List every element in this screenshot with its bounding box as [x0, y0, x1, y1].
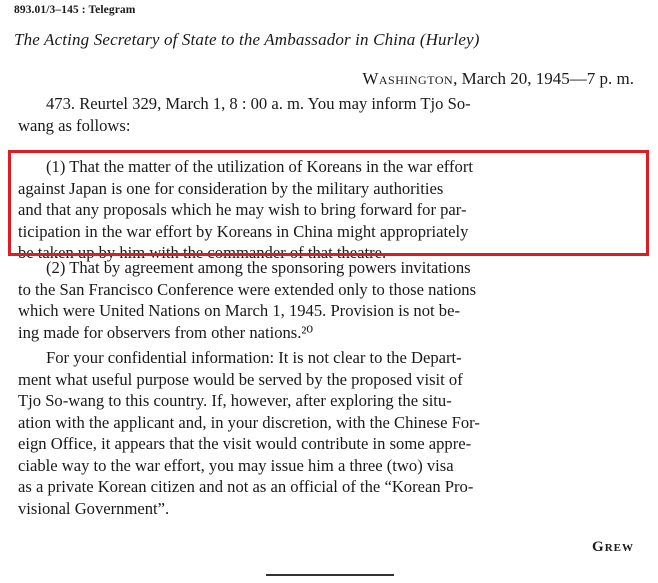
text-line: and that any proposals which he may wish to bring forward for par- [18, 200, 467, 219]
footer-rule [266, 574, 394, 576]
text-line: which were United Nations on March 1, 1945. Provision is not be- [18, 301, 460, 320]
text-line: be taken up by him with the commander of that theatre. [18, 243, 387, 262]
document-title: The Acting Secretary of State to the Ambassador in China (Hurley) [14, 30, 480, 49]
file-number: 893.01/3–145 : Telegram [14, 4, 136, 16]
text-line: ment what useful purpose would be served by the proposed visit of [18, 369, 463, 389]
text-line: 473. Reurtel 329, March 1, 8 : 00 a. m. You may inform Tjo So- [46, 94, 471, 113]
text-line: Tjo So-wang to this country. If, however, after exploring the situ- [18, 391, 452, 410]
text-line: against Japan is one for consideration by the military authorities [18, 178, 444, 198]
paragraph-intro [18, 93, 638, 136]
text-line: as a private Korean citizen and not as an official of the “Korean Pro- [18, 477, 474, 496]
dateline-place: Washington [362, 69, 454, 88]
text-line: ticipation in the war effort by Koreans in China might appropriately [18, 221, 469, 241]
text-line: eign Office, it appears that the visit would contribute in some appre- [18, 434, 472, 453]
text-line: visional Government”. [18, 498, 170, 518]
text-line: ation with the applicant and, in your discretion, with the Chinese For- [18, 412, 480, 432]
signature: Grew [592, 539, 634, 555]
text-line: to the San Francisco Conference were extended only to those nations [18, 279, 477, 299]
text-line: wang as follows: [18, 115, 131, 135]
text-line: (2) That by agreement among the sponsoring powers invitations [46, 258, 471, 277]
dateline [362, 69, 634, 89]
dateline-date: , March 20, 1945—7 p. m. [453, 69, 634, 88]
text-line: ing made for observers from other nations.²⁰ [18, 322, 314, 342]
text-line: For your confidential information: It is not clear to the Depart- [46, 348, 462, 367]
paragraph-confidential [18, 347, 638, 519]
paragraph-point-2 [18, 257, 638, 343]
highlight-box [8, 150, 649, 256]
text-line: (1) That the matter of the utilization of Koreans in the war effort [46, 157, 473, 176]
text-line: ciable way to the war effort, you may issue him a three (two) visa [18, 455, 454, 475]
